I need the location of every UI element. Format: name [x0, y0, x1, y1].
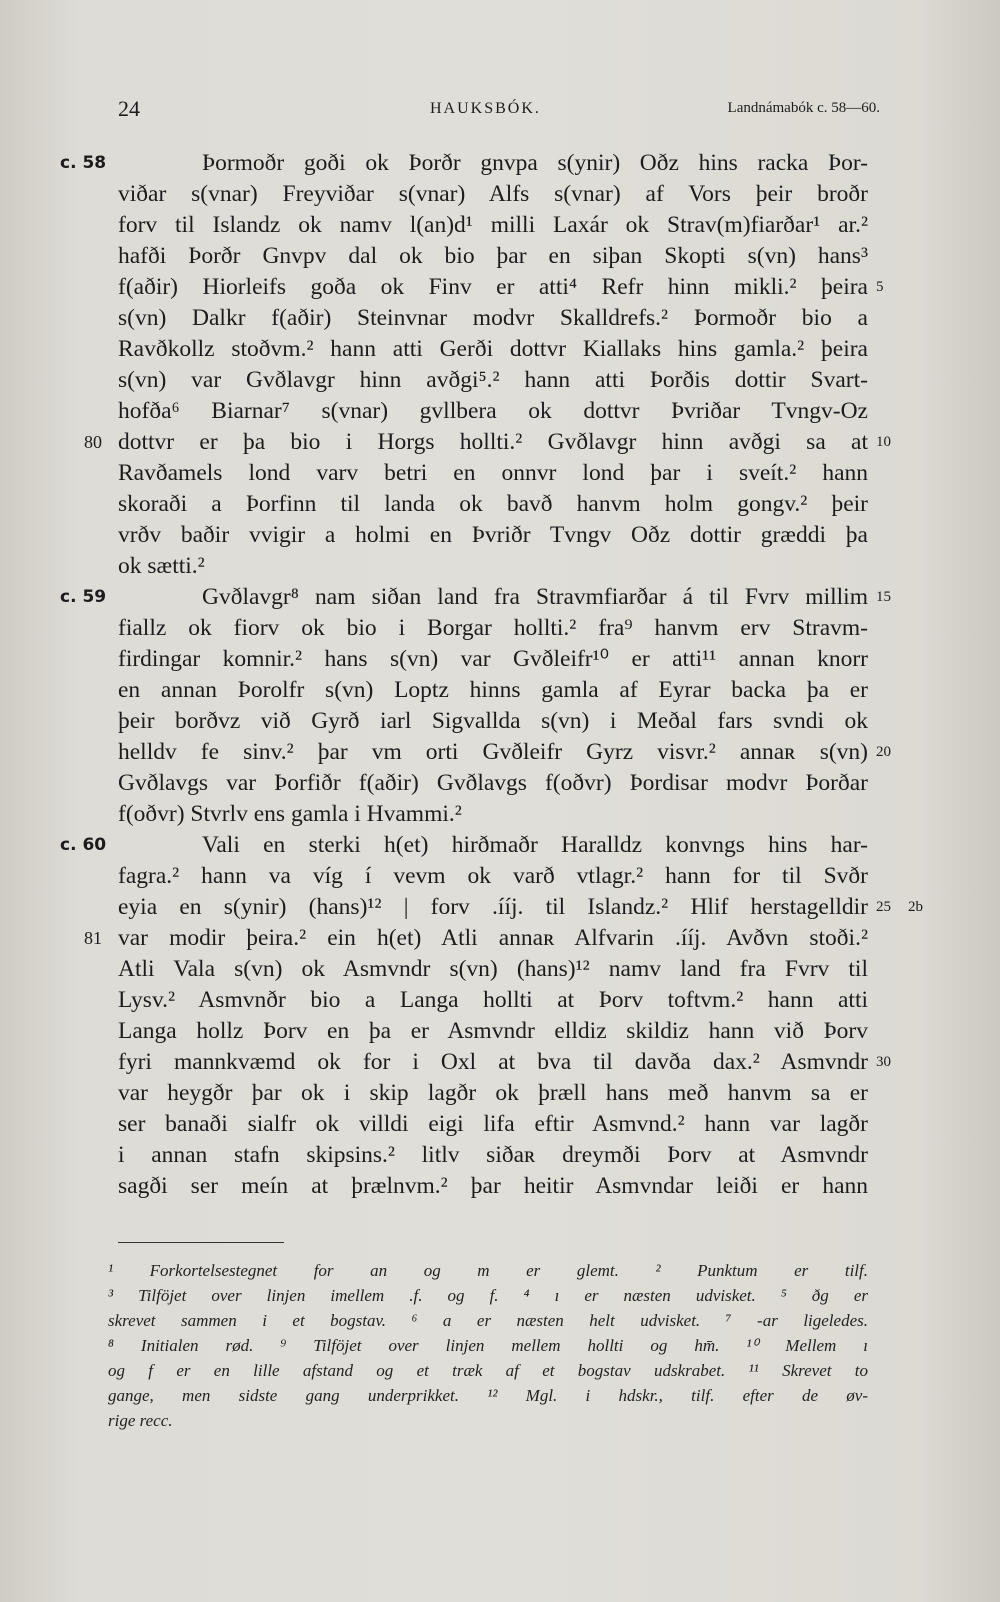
line-number: 5: [876, 279, 884, 295]
folio-marker: 2b: [908, 899, 923, 915]
text-line: fiallz ok fiorv ok bio i Borgar hollti.² fra⁹ hanvm erv Stravm-: [118, 615, 868, 641]
text-line: dottvr er þa bio i Horgs hollti.² Gvðlavgr hinn avðgi sa at: [118, 429, 868, 455]
text-line: hofða⁶ Biarnar⁷ s(vnar) gvllbera ok dottvr Þvriðar Tvngv-Oz: [118, 398, 868, 424]
text-line: firdingar komnir.² hans s(vn) var Gvðleifr¹⁰ er atti¹¹ annan knorr: [118, 646, 868, 672]
text-line: Atli Vala s(vn) ok Asmvndr s(vn) (hans)¹² namv land fra Fvrv til: [118, 956, 868, 982]
text-line: i annan stafn skipsins.² litlv siðaʀ dreymði Þorv at Asmvndr: [118, 1142, 868, 1168]
text-line: var modir þeira.² ein h(et) Atli annaʀ Alfvarin .ííj. Avðvn stoði.²: [118, 925, 868, 951]
text-line: f(oðvr) Stvrlv ens gamla i Hvammi.²: [118, 801, 462, 827]
text-line: skoraði a Þorfinn til landa ok bavð hanvm holm gongv.² þeir: [118, 491, 868, 517]
footnote-line: gange, men sidste gang underprikket. ¹² Mgl. i hdskr., tilf. efter de øv-: [108, 1386, 868, 1405]
text-line: ok sætti.²: [118, 553, 205, 579]
chapter-label: c. 58: [60, 153, 107, 173]
footnote-line: ⁸ Initialen rød. ⁹ Tilföjet over linjen mellem hollti og hm̄. ¹⁰ Mellem ı: [108, 1336, 868, 1355]
text-line: s(vn) Dalkr f(aðir) Steinvnar modvr Skalldrefs.² Þormoðr bio a: [118, 305, 868, 331]
text-line: vrðv baðir vvigir a holmi en Þvriðr Tvngv Oðz dottir græddi þa: [118, 522, 868, 548]
text-line: viðar s(vnar) Freyviðar s(vnar) Alfs s(vnar) af Vors þeir broðr: [118, 181, 868, 207]
line-number: 10: [876, 434, 891, 450]
section-reference: Landnámabók c. 58—60.: [727, 100, 880, 116]
line-number: 30: [876, 1054, 891, 1070]
text-line: Gvðlavgs var Þorfiðr f(aðir) Gvðlavgs f(oðvr) Þordisar modvr Þorðar: [118, 770, 868, 796]
page-header: [118, 96, 880, 126]
text-line: f(aðir) Hiorleifs goða ok Finv er atti⁴ Refr hinn mikli.² þeira: [118, 274, 868, 300]
footnotes: [108, 1258, 868, 1433]
manuscript-page-number: 80: [84, 432, 102, 452]
text-line: en annan Þorolfr s(vn) Loptz hinns gamla af Eyrar backa þa er: [118, 677, 868, 703]
footnote-rule: [118, 1242, 284, 1243]
text-line: ser banaði sialfr ok villdi eigi lifa eftir Asmvnd.² hann var lagðr: [118, 1111, 868, 1137]
text-line: eyia en s(ynir) (hans)¹² | forv .ííj. til Islandz.² Hlif herstagelldir: [118, 894, 868, 920]
text-line: Þormoðr goði ok Þorðr gnvpa s(ynir) Oðz hins racka Þor-: [202, 150, 868, 176]
footnote-line: ¹ Forkortelsestegnet for an og m er glemt. ² Punktum er tilf.: [108, 1261, 868, 1280]
text-line: Ravðamels lond varv betri en onnvr lond þar i sveít.² hann: [118, 460, 868, 486]
text-line: Ravðkollz stoðvm.² hann atti Gerði dottvr Kiallaks hins gamla.² þeira: [118, 336, 868, 362]
text-line: Lysv.² Asmvnðr bio a Langa hollti at Þorv toftvm.² hann atti: [118, 987, 868, 1013]
line-number: 25: [876, 899, 891, 915]
text-line: hafði Þorðr Gnvpv dal ok bio þar en siþan Skopti s(vn) hans³: [118, 243, 868, 269]
footnote-line: rige recc.: [108, 1411, 173, 1430]
line-number: 15: [876, 589, 891, 605]
chapter-label: c. 60: [60, 835, 107, 855]
text-line: forv til Islandz ok namv l(an)d¹ milli Laxár ok Strav(m)fiarðar¹ ar.²: [118, 212, 868, 238]
chapter-label: c. 59: [60, 587, 107, 607]
text-line: Langa hollz Þorv en þa er Asmvndr elldiz skildiz hann við Þorv: [118, 1018, 868, 1044]
text-line: sagði ser meín at þrælnvm.² þar heitir Asmvndar leiði er hann: [118, 1173, 868, 1199]
manuscript-page-number: 81: [84, 928, 102, 948]
page-number: 24: [118, 96, 140, 121]
text-line: var heygðr þar ok i skip lagðr ok þræll hans með hanvm sa er: [118, 1080, 868, 1106]
footnote-line: og f er en lille afstand og et træk af et bogstav udskrabet. ¹¹ Skrevet to: [108, 1361, 868, 1380]
running-title: HAUKSBÓK.: [430, 100, 541, 117]
text-line: fyri mannkvæmd ok for i Oxl at bva til davða dax.² Asmvndr: [118, 1049, 868, 1075]
text-line: fagra.² hann va víg í vevm ok varð vtlagr.² hann for til Svðr: [118, 863, 868, 889]
text-line: Gvðlavgr⁸ nam siðan land fra Stravmfiarðar á til Fvrv millim: [202, 584, 868, 610]
footnote-line: skrevet sammen i et bogstav. ⁶ a er næsten helt udvisket. ⁷ -ar ligeledes.: [108, 1311, 868, 1330]
footnote-line: ³ Tilföjet over linjen imellem .f. og f. ⁴ ı er næsten udvisket. ⁵ ðg er: [108, 1286, 868, 1305]
text-line: þeir borðvz við Gyrð iarl Sigvallda s(vn) i Meðal fars svndi ok: [118, 708, 868, 734]
text-line: helldv fe sinv.² þar vm orti Gvðleifr Gyrz visvr.² annaʀ s(vn): [118, 739, 868, 765]
text-line: Vali en sterki h(et) hirðmaðr Haralldz konvngs hins har-: [202, 832, 868, 858]
line-number: 20: [876, 744, 891, 760]
text-line: s(vn) var Gvðlavgr hinn avðgi⁵.² hann atti Þorðis dottir Svart-: [118, 367, 868, 393]
